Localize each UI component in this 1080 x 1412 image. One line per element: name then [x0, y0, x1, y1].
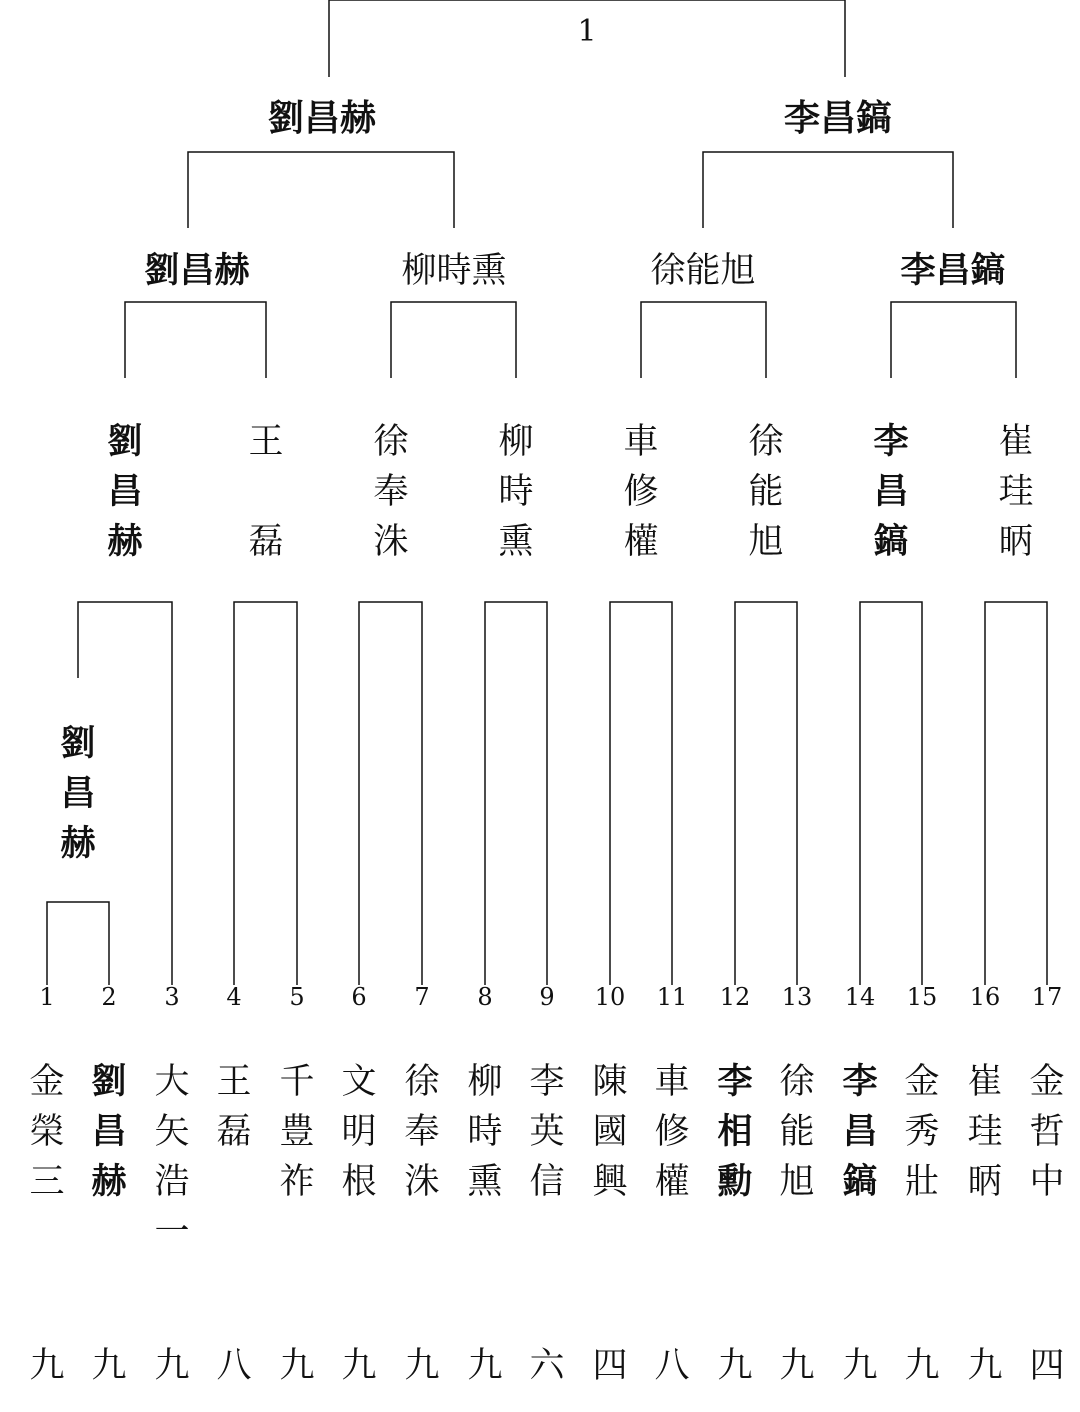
first-round-bracket-line: [610, 602, 672, 985]
player-name: [29, 1062, 64, 1202]
player-name-char: 中: [1029, 1162, 1065, 1202]
player-name-char: 金: [29, 1062, 65, 1102]
player-name: [216, 1062, 251, 1152]
player-name-char: 祚: [279, 1162, 315, 1202]
player-rank: 九: [467, 1346, 503, 1386]
player-name-char: 勳: [717, 1161, 753, 1202]
round-of-8-name: [873, 421, 908, 562]
player-name-char: 徐: [779, 1062, 815, 1102]
player-name-char: 相: [717, 1111, 753, 1152]
player-name: [1029, 1062, 1064, 1202]
player-name: [404, 1062, 439, 1202]
player-name: [154, 1062, 189, 1252]
round-of-8-name-char: 熏: [498, 522, 534, 562]
player-name-char: 赫: [91, 1161, 127, 1202]
player-name-char: 李: [529, 1062, 565, 1102]
seed-number: 7: [414, 983, 430, 1011]
preliminary-bracket-line: [47, 902, 109, 985]
round-of-8-name-char: 旭: [748, 522, 784, 562]
player-name-char: 李: [717, 1061, 753, 1102]
round-of-8-name-char: 鎬: [873, 521, 909, 562]
round-of-8-name: [623, 422, 658, 562]
seed-number: 17: [1031, 983, 1063, 1011]
player-name: [529, 1062, 564, 1202]
round-of-8-name-char: 昞: [998, 522, 1034, 562]
player-name: [717, 1061, 752, 1202]
quarterfinal-name: 李昌鎬: [900, 250, 1006, 291]
player-name-char: 柳: [467, 1062, 503, 1102]
seed-number: 9: [539, 983, 555, 1011]
round-of-8-name-char: 奉: [373, 472, 409, 512]
player-rank: 九: [717, 1346, 753, 1386]
round-of-8-name-char: 崔: [998, 422, 1034, 462]
player-name: [592, 1062, 629, 1202]
round-of-8-name-char: 赫: [107, 521, 143, 562]
seed-number: 4: [226, 983, 242, 1011]
player-name-char: 矢: [154, 1112, 190, 1152]
round-of-8-name-char: 徐: [373, 422, 409, 462]
player-rank: 八: [216, 1346, 252, 1386]
seed-number: 12: [719, 983, 751, 1011]
round-of-8-name-char: 修: [623, 472, 659, 512]
player-name: [341, 1062, 376, 1202]
player-name-char: 浩: [154, 1162, 190, 1202]
player-name-char: 能: [779, 1112, 815, 1152]
player-name-char: 千: [279, 1062, 315, 1102]
player-name-char: 珪: [967, 1112, 1003, 1152]
player-name-char: 明: [341, 1112, 377, 1152]
round-of-8-name: [107, 421, 143, 562]
player-name-char: 昌: [842, 1111, 878, 1152]
seed-number: 8: [477, 983, 493, 1011]
semifinal-bracket-line: [703, 152, 953, 228]
player-rank: 九: [341, 1346, 377, 1386]
round-of-8-name-char: 能: [748, 472, 784, 512]
round-of-8-name-char: 李: [873, 421, 909, 462]
player-name-char: 權: [654, 1162, 690, 1202]
player-name-char: 三: [29, 1162, 65, 1202]
quarterfinal-name: 劉昌赫: [144, 250, 250, 291]
player-name-char: 熏: [467, 1162, 503, 1202]
player-rank: 八: [654, 1346, 690, 1386]
preliminary-winner-name-char: 劉: [60, 723, 96, 764]
round-of-8-name-char: 珪: [998, 472, 1034, 512]
player-name-char: 鎬: [842, 1161, 878, 1202]
round-of-8-name-char: 時: [498, 472, 534, 512]
player-name-char: 大: [154, 1062, 190, 1102]
player-name: [967, 1062, 1002, 1202]
round-of-8-name-char: 徐: [748, 422, 784, 462]
player-rank: 九: [842, 1346, 878, 1386]
player-name-char: 徐: [404, 1062, 440, 1102]
quarterfinal-bracket-line: [391, 302, 516, 378]
player-name: [279, 1062, 314, 1202]
seed-number: 1: [39, 983, 55, 1011]
round-of-8-name-char: 昌: [107, 471, 143, 512]
first-round-bracket-line: [234, 602, 297, 985]
first-round-bracket-line: [985, 602, 1047, 985]
seed-number: 6: [351, 983, 367, 1011]
first-round-bracket-line: [860, 602, 922, 985]
player-name: [904, 1062, 939, 1202]
player-name-char: 修: [654, 1112, 690, 1152]
round-of-8-name-char: 洙: [373, 522, 409, 562]
first-round-bracket-line: [485, 602, 547, 985]
semifinal-name: 劉昌赫: [267, 97, 377, 139]
seed-number: 16: [969, 983, 1001, 1011]
quarterfinal-bracket-line: [891, 302, 1016, 378]
player-name: [779, 1062, 814, 1202]
preliminary-winner-name-char: 昌: [60, 773, 96, 814]
seed-number: 11: [656, 983, 688, 1011]
first-round-bracket-line: [735, 602, 797, 985]
seed-number: 13: [781, 983, 813, 1011]
player-name-char: 壯: [904, 1162, 940, 1202]
seed-number: 3: [164, 983, 180, 1011]
player-name-char: 秀: [904, 1112, 940, 1152]
player-name-char: 時: [467, 1112, 503, 1152]
player-name-char: 興: [592, 1162, 628, 1202]
round-of-8-name: [498, 422, 533, 562]
player-name-char: 旭: [779, 1162, 815, 1202]
semifinal-bracket-line: [188, 152, 454, 228]
quarterfinal-bracket-line: [641, 302, 766, 378]
round-of-8-name-char: 車: [623, 422, 659, 462]
quarterfinal-name: 柳時熏: [401, 251, 507, 291]
preliminary-winner-name-char: 赫: [60, 823, 96, 864]
player-rank: 九: [779, 1346, 815, 1386]
player-name-char: 榮: [29, 1112, 65, 1152]
player-name-char: 金: [904, 1062, 940, 1102]
player-name-char: 車: [654, 1062, 690, 1102]
player-name-char: 洙: [404, 1162, 440, 1202]
round-of-8-name-char: 柳: [498, 422, 534, 462]
round-of-8-name: [998, 422, 1033, 562]
player-name-char: 國: [592, 1112, 628, 1152]
final-label: 1: [577, 14, 597, 49]
player-name-char: 一: [154, 1212, 190, 1252]
player-name-char: 陳: [592, 1062, 628, 1102]
player-rank: 四: [1029, 1346, 1065, 1386]
player-rank: 九: [904, 1346, 940, 1386]
seed-number: 14: [844, 983, 876, 1011]
player-rank: 九: [154, 1346, 190, 1386]
round-of-8-name: [373, 422, 408, 562]
player-rank: 九: [404, 1346, 440, 1386]
player-name-char: 磊: [216, 1112, 252, 1152]
player-name-char: 文: [341, 1062, 377, 1102]
round-of-8-name: [748, 422, 783, 562]
player-name: [91, 1061, 127, 1202]
semifinal-name: 李昌鎬: [783, 97, 893, 139]
preliminary-winner-name: [60, 723, 96, 864]
player-rank: 九: [967, 1346, 1003, 1386]
player-name-char: 王: [216, 1062, 252, 1102]
seed-number: 10: [594, 983, 626, 1011]
first-round-bracket-line: [359, 602, 422, 985]
round-of-8-name-char: 磊: [248, 522, 284, 562]
player-rank: 九: [91, 1346, 127, 1386]
player-name-char: 劉: [91, 1061, 127, 1102]
player-name: [842, 1061, 877, 1202]
round-of-8-name-char: 王: [248, 422, 284, 462]
player-rank: 四: [592, 1346, 628, 1386]
player-name-char: 李: [842, 1061, 878, 1102]
player-name-char: 昞: [967, 1162, 1003, 1202]
player-rank: 九: [279, 1346, 315, 1386]
player-rank: 六: [529, 1346, 565, 1386]
seed-number: 5: [289, 983, 305, 1011]
quarterfinal-name: 徐能旭: [650, 251, 756, 291]
player-name-char: 哲: [1029, 1112, 1065, 1152]
round-of-8-name-char: 劉: [107, 421, 143, 462]
player-name-char: 英: [529, 1112, 565, 1152]
player-name-char: 奉: [404, 1112, 440, 1152]
player-name-char: 根: [341, 1162, 377, 1202]
seed-number: 15: [906, 983, 938, 1011]
player-name-char: 昌: [91, 1111, 127, 1152]
player-name-char: 信: [529, 1162, 565, 1202]
seed-number: 2: [101, 983, 117, 1011]
player-name-char: 豊: [279, 1112, 315, 1152]
player-name-char: 金: [1029, 1062, 1065, 1102]
round-of-8-name-char: 權: [623, 522, 659, 562]
player-name: [467, 1062, 502, 1202]
player-name-char: 崔: [967, 1062, 1003, 1102]
player-rank: 九: [29, 1346, 65, 1386]
quarterfinal-bracket-line: [125, 302, 266, 378]
player-name: [654, 1062, 689, 1202]
round-of-8-name-char: 昌: [873, 471, 909, 512]
